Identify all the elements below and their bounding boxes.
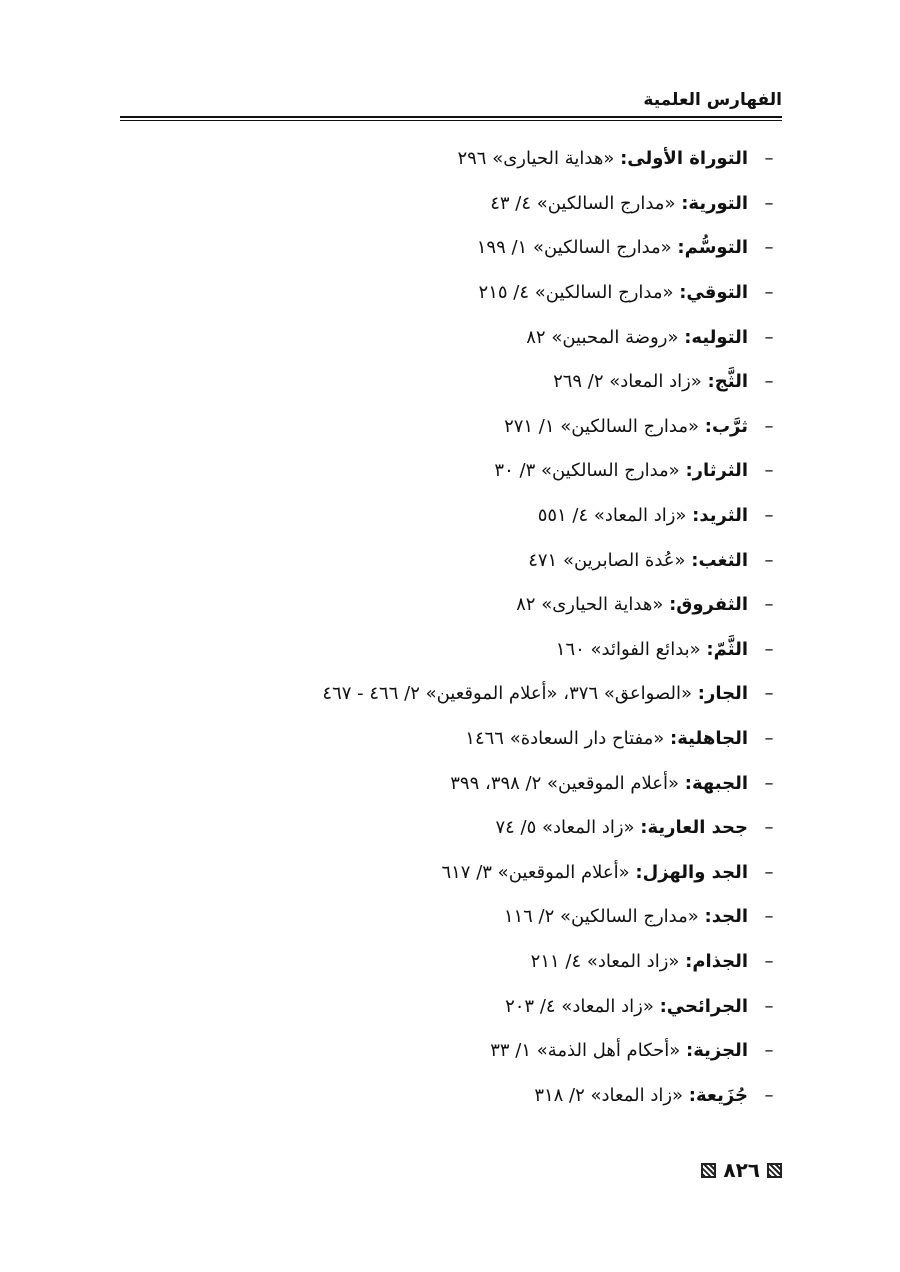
entry-refs: «زاد المعاد» ٤/ ٥٥١: [537, 505, 687, 527]
dash-bullet: –: [764, 549, 774, 571]
dash-bullet: –: [764, 371, 774, 393]
dash-bullet: –: [764, 1084, 774, 1106]
index-entry: [182, 538, 782, 583]
index-entry: [182, 360, 782, 405]
entry-term: الثَّمّ:: [706, 638, 748, 660]
index-list: [182, 137, 782, 1118]
dash-bullet: –: [764, 192, 774, 214]
entry-term: الثرثار:: [685, 460, 748, 482]
entry-term: جُزَيعة:: [688, 1084, 748, 1106]
dash-bullet: –: [764, 906, 774, 928]
running-title: الفهارس العلمية: [643, 90, 782, 110]
index-entry: [182, 271, 782, 316]
dash-bullet: –: [764, 282, 774, 304]
page-number: ٨٢٦: [723, 1158, 760, 1182]
entry-term: الجزية:: [686, 1040, 748, 1062]
index-entry: [182, 984, 782, 1029]
entry-refs: «هداية الحيارى» ٨٢: [516, 594, 664, 616]
entry-term: الثغب:: [691, 549, 748, 571]
entry-refs: «زاد المعاد» ٢/ ٣١٨: [534, 1084, 684, 1106]
page-header: [120, 86, 782, 120]
entry-term: الجبهة:: [684, 772, 748, 794]
entry-refs: «بدائع الفوائد» ١٦٠: [555, 638, 701, 660]
entry-refs: «زاد المعاد» ٥/ ٧٤: [495, 817, 635, 839]
entry-term: ثرَّب:: [704, 415, 748, 437]
dash-bullet: –: [764, 728, 774, 750]
entry-term: الثريد:: [692, 505, 748, 527]
entry-refs: «الصواعق» ٣٧٦، «أعلام الموقعين» ٢/ ٤٦٦ - ٤٦٧: [322, 683, 693, 705]
entry-refs: «زاد المعاد» ٢/ ٢٦٩: [553, 371, 702, 393]
entry-refs: «زاد المعاد» ٤/ ٢١١: [530, 950, 680, 972]
entry-term: التورية:: [681, 192, 748, 214]
page-footer: [670, 1152, 782, 1188]
entry-term: التوسُّم:: [677, 237, 748, 259]
dash-bullet: –: [764, 861, 774, 883]
entry-term: الجاهلية:: [670, 728, 748, 750]
entry-term: الثَّج:: [707, 371, 748, 393]
entry-term: التوليه:: [684, 326, 748, 348]
dash-bullet: –: [764, 505, 774, 527]
index-entry: [182, 1029, 782, 1074]
dash-bullet: –: [764, 1040, 774, 1062]
index-entry: [182, 851, 782, 896]
index-entry: [182, 449, 782, 494]
dash-bullet: –: [764, 148, 774, 170]
dash-bullet: –: [764, 460, 774, 482]
dash-bullet: –: [764, 817, 774, 839]
entry-term: الجرائحي:: [659, 995, 748, 1017]
index-entry: [182, 761, 782, 806]
index-entry: [182, 672, 782, 717]
index-entry: [182, 717, 782, 762]
entry-term: التوقي:: [679, 282, 748, 304]
entry-refs: «روضة المحبين» ٨٢: [526, 326, 679, 348]
entry-refs: «هداية الحيارى» ٢٩٦: [457, 148, 615, 170]
index-entry: [182, 628, 782, 673]
entry-refs: «مدارج السالكين» ١/ ٢٧١: [504, 415, 700, 437]
entry-refs: «مدارج السالكين» ٣/ ٣٠: [494, 460, 680, 482]
dash-bullet: –: [764, 638, 774, 660]
dash-bullet: –: [764, 683, 774, 705]
index-entry: [182, 583, 782, 628]
square-ornament-icon: [767, 1163, 782, 1178]
entry-term: الجار:: [697, 683, 748, 705]
index-entry: [182, 940, 782, 985]
index-entry: [182, 405, 782, 450]
header-rule-thick: [120, 116, 782, 118]
index-entry: [182, 137, 782, 182]
dash-bullet: –: [764, 594, 774, 616]
header-rule-thin: [120, 120, 782, 121]
entry-refs: «أحكام أهل الذمة» ١/ ٣٣: [490, 1040, 681, 1062]
entry-term: الجذام:: [685, 950, 748, 972]
index-entry: [182, 1073, 782, 1118]
entry-refs: «أعلام الموقعين» ٣/ ٦١٧: [441, 861, 630, 883]
index-entry: [182, 806, 782, 851]
entry-refs: «أعلام الموقعين» ٢/ ٣٩٨، ٣٩٩: [450, 772, 680, 794]
entry-term: الثفروق:: [669, 594, 748, 616]
index-entry: [182, 226, 782, 271]
entry-term: الجد والهزل:: [635, 861, 748, 883]
dash-bullet: –: [764, 326, 774, 348]
entry-term: جحد العارية:: [640, 817, 748, 839]
dash-bullet: –: [764, 237, 774, 259]
entry-refs: «مدارج السالكين» ٢/ ١١٦: [503, 906, 699, 928]
entry-refs: «عُدة الصابرين» ٤٧١: [528, 549, 686, 571]
dash-bullet: –: [764, 995, 774, 1017]
dash-bullet: –: [764, 415, 774, 437]
index-entry: [182, 895, 782, 940]
index-entry: [182, 315, 782, 360]
entry-refs: «مدارج السالكين» ١/ ١٩٩: [476, 237, 672, 259]
entry-term: التوراة الأولى:: [620, 148, 748, 170]
index-entry: [182, 494, 782, 539]
index-entry: [182, 182, 782, 227]
dash-bullet: –: [764, 950, 774, 972]
entry-refs: «مفتاح دار السعادة» ١٤٦٦: [465, 728, 665, 750]
square-ornament-icon: [701, 1163, 716, 1178]
entry-refs: «مدارج السالكين» ٤/ ٢١٥: [478, 282, 674, 304]
dash-bullet: –: [764, 772, 774, 794]
entry-refs: «مدارج السالكين» ٤/ ٤٣: [490, 192, 676, 214]
entry-term: الجد:: [704, 906, 748, 928]
entry-refs: «زاد المعاد» ٤/ ٢٠٣: [505, 995, 654, 1017]
